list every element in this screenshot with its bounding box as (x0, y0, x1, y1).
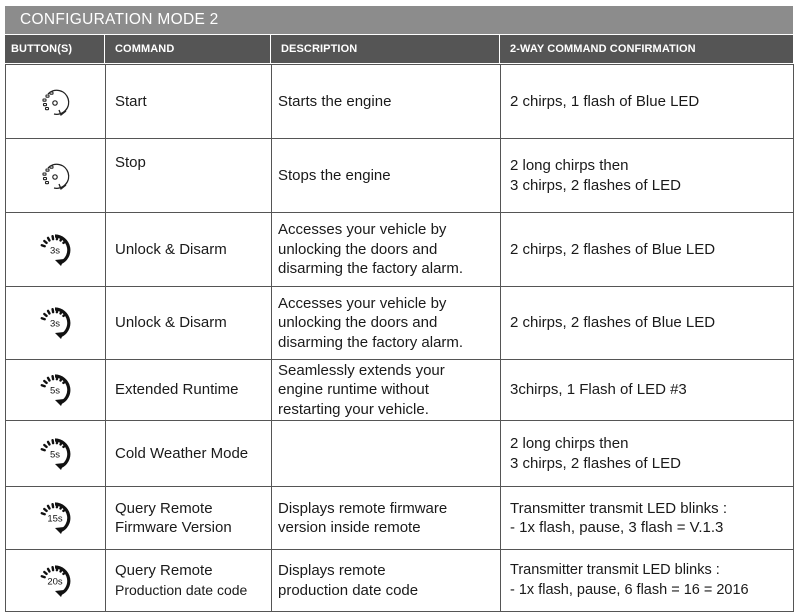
command-cell-line: Query Remote (115, 499, 213, 517)
command-cell (106, 213, 272, 287)
confirmation-cell-line: 2 long chirps then (510, 435, 629, 452)
description-cell-line: Accesses your vehicle by (278, 294, 447, 312)
header-divider (104, 35, 105, 63)
button-cell (6, 65, 106, 139)
command-cell (106, 487, 272, 550)
description-cell-line: Seamlessly extends your (278, 361, 445, 379)
confirmation-cell-line: - 1x flash, pause, 3 flash = V.1.3 (510, 519, 724, 536)
description-cell-line: disarming the factory alarm. (278, 333, 464, 351)
command-cell (106, 139, 272, 213)
button-cell (6, 550, 106, 612)
command-cell-line: Start (115, 92, 147, 110)
header-description: DESCRIPTION (281, 43, 358, 55)
table-title: CONFIGURATION MODE 2 (5, 6, 793, 34)
confirmation-cell-line: 3 chirps, 2 flashes of LED (510, 454, 681, 472)
command-table (5, 64, 794, 612)
description-cell-line: production date code (278, 581, 419, 599)
command-cell (106, 360, 272, 421)
hold-timer-icon (38, 306, 74, 340)
confirmation-cell-line: 2 chirps, 2 flashes of Blue LED (510, 314, 716, 332)
confirmation-cell (501, 360, 794, 421)
header-command: COMMAND (115, 43, 175, 55)
description-cell (272, 421, 501, 487)
command-cell-line: Unlock & Disarm (115, 314, 227, 332)
description-cell (272, 550, 501, 612)
command-table-body (6, 65, 794, 612)
confirmation-cell-line: 3chirps, 1 Flash of LED #3 (510, 381, 687, 399)
command-cell-line: Firmware Version (115, 519, 232, 536)
confirmation-cell-line: 2 long chirps then (510, 157, 629, 174)
header-divider (270, 35, 271, 63)
confirmation-cell-line: 2 chirps, 1 flash of Blue LED (510, 92, 700, 110)
table-row (6, 487, 794, 550)
button-cell (6, 287, 106, 360)
svg-text:5s: 5s (49, 449, 60, 460)
button-cell (6, 421, 106, 487)
button-cell (6, 360, 106, 421)
confirmation-cell (501, 139, 794, 213)
svg-text:3s: 3s (49, 318, 60, 330)
table-row (6, 287, 794, 360)
hold-timer-icon (38, 373, 74, 407)
table-header (5, 35, 793, 63)
description-cell-line: Accesses your vehicle by (278, 221, 447, 239)
description-cell-line: Stops the engine (278, 166, 391, 184)
description-cell-line: Displays remote (278, 562, 386, 579)
svg-text:3s: 3s (49, 245, 60, 256)
command-cell (106, 65, 272, 139)
description-cell-line: Starts the engine (278, 92, 392, 110)
svg-text:5s: 5s (49, 385, 60, 397)
confirmation-cell-line: Transmitter transmit LED blinks : (510, 562, 720, 578)
header-divider (499, 35, 500, 63)
remote-start-icon (39, 86, 73, 118)
remote-start-icon (39, 160, 73, 192)
command-cell-line: Stop (115, 154, 146, 171)
hold-timer-icon (38, 501, 74, 535)
confirmation-cell (501, 421, 794, 487)
confirmation-cell (501, 65, 794, 139)
table-row (6, 65, 794, 139)
description-cell-line: disarming the factory alarm. (278, 260, 464, 278)
command-cell (106, 550, 272, 612)
description-cell-line: engine runtime without (278, 381, 429, 399)
confirmation-cell-line: Transmitter transmit LED blinks : (510, 499, 727, 517)
table-row (6, 360, 794, 421)
confirmation-cell (501, 213, 794, 287)
description-cell-line: Displays remote firmware (278, 499, 448, 517)
description-cell-line: unlocking the doors and (278, 314, 438, 332)
confirmation-cell (501, 487, 794, 550)
description-cell (272, 65, 501, 139)
confirmation-cell-line: 3 chirps, 2 flashes of LED (510, 176, 681, 194)
button-cell (6, 139, 106, 213)
description-cell (272, 487, 501, 550)
header-buttons: BUTTON(S) (11, 43, 73, 55)
header-confirmation: 2-WAY COMMAND CONFIRMATION (510, 43, 696, 55)
description-cell (272, 213, 501, 287)
description-cell (272, 139, 501, 213)
button-cell (6, 213, 106, 287)
command-cell-line: Query Remote (115, 562, 213, 579)
table-row (6, 421, 794, 487)
confirmation-cell (501, 287, 794, 360)
confirmation-cell-line: 2 chirps, 2 flashes of Blue LED (510, 240, 716, 258)
command-cell-line: Cold Weather Mode (115, 444, 249, 462)
svg-text:20s: 20s (46, 576, 63, 587)
table-row (6, 550, 794, 612)
hold-timer-icon (38, 233, 74, 267)
svg-text:15s: 15s (46, 513, 63, 525)
hold-timer-icon (38, 437, 74, 471)
command-cell (106, 421, 272, 487)
description-cell-line: version inside remote (278, 519, 421, 536)
description-cell (272, 287, 501, 360)
table-row (6, 139, 794, 213)
description-cell (272, 360, 501, 421)
confirmation-cell (501, 550, 794, 612)
command-cell-line: Extended Runtime (115, 381, 239, 399)
hold-timer-icon (38, 564, 74, 598)
command-cell (106, 287, 272, 360)
command-cell-line: Unlock & Disarm (115, 240, 227, 258)
table-row (6, 213, 794, 287)
description-cell-line: unlocking the doors and (278, 240, 438, 258)
confirmation-cell-line: - 1x flash, pause, 6 flash = 16 = 2016 (510, 581, 749, 598)
button-cell (6, 487, 106, 550)
description-cell-line: restarting your vehicle. (278, 400, 429, 418)
command-cell-line: Production date code (115, 581, 248, 598)
